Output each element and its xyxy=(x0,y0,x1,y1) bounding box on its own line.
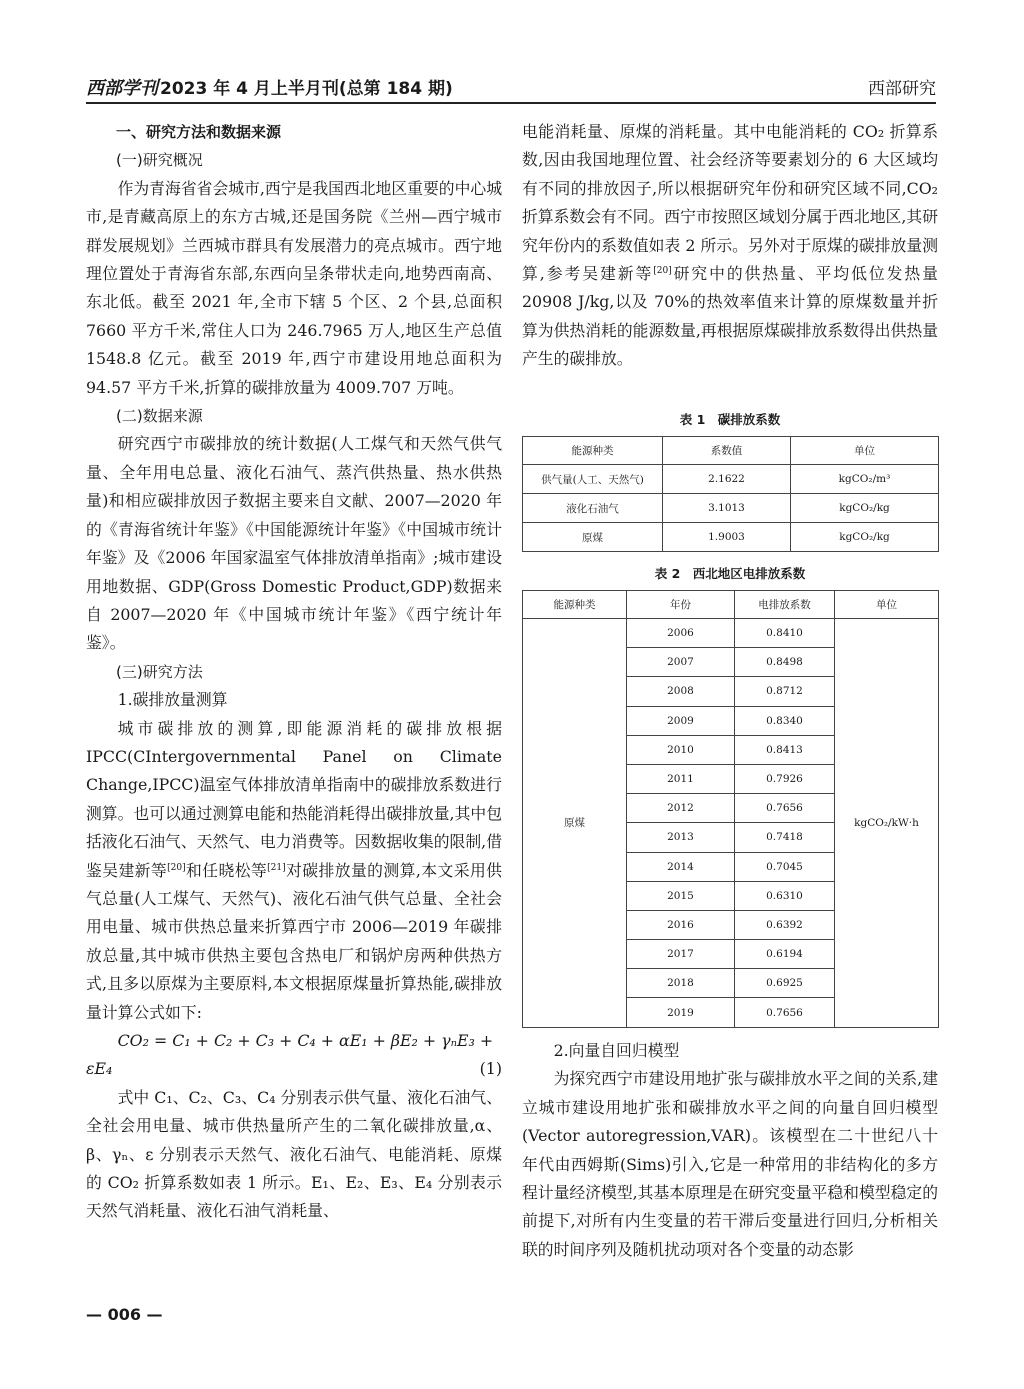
table2-header-cell: 单位 xyxy=(835,591,939,619)
table1-header-cell: 单位 xyxy=(791,437,939,465)
year-cell: 2011 xyxy=(627,764,735,793)
citation: [20] xyxy=(653,266,672,277)
paragraph xyxy=(86,715,502,1027)
coefficient-cell: 0.8410 xyxy=(735,619,835,648)
table-cell: kgCO₂/kg xyxy=(791,523,939,552)
table-cell: 供气量(人工、天然气) xyxy=(523,465,663,494)
paragraph: 作为青海省省会城市,西宁是我国西北地区重要的中心城市,是青藏高原上的东方古城,还是国务院《兰州—西宁城市群发展规划》兰西城市群具有发展潜力的亮点城市。西宁地理位置处于青海省东部,东西向呈条带状走向,地势西南高、东北低。截至 2021 年,全市下辖 5 个区、2 个县,总面积 7660 平方千米,常住人口为 246.7965 万人,地区生产总值 1548.8 亿元。截至 2019 年,西宁市建设用地总面积为 94.57 平方千米,折算的碳排放量为 4009.707 万吨。 xyxy=(86,178,502,397)
year-cell: 2013 xyxy=(627,823,735,852)
table-row xyxy=(523,523,939,552)
table1 xyxy=(522,436,939,552)
table-cell: kgCO₂/kg xyxy=(791,494,939,523)
coefficient-cell: 0.6194 xyxy=(735,940,835,969)
table-cell: kgCO₂/m³ xyxy=(791,465,939,494)
paragraph-text: 城市碳排放的测算,即能源消耗的碳排放根据 IPCC(CIntergovernmental Panel on Climate Change,IPCC)温室气体排放清单指南中的碳排放系数进行测算。也可以通过测算电能和热能消耗得出碳排放量,其中包括液化石油气、天然气、电力消费等。因数据收集的限制,借鉴吴建新等 xyxy=(86,718,502,880)
paragraph-text: 研究中的供热量、平均低位发热量 20908 J/kg,以及 70%的热效率值来计算的原煤数量并折算为供热消耗的能源数量,再根据原煤碳排放系数得出供热量产生的碳排放。 xyxy=(522,264,938,369)
table-row xyxy=(523,465,939,494)
year-cell: 2007 xyxy=(627,648,735,677)
coefficient-cell: 0.7656 xyxy=(735,794,835,823)
table2-title: 表 2 西北地区电排放系数 xyxy=(654,566,806,581)
subsection-heading: (一)研究概况 xyxy=(116,151,203,170)
year-cell: 2012 xyxy=(627,794,735,823)
coefficient-cell: 0.6925 xyxy=(735,969,835,998)
item-heading: 1.碳排放量测算 xyxy=(117,690,228,710)
table1-header-cell: 能源种类 xyxy=(523,437,663,465)
table-cell: 原煤 xyxy=(523,523,663,552)
left-column xyxy=(86,118,502,1226)
item-heading: 2.向量自回归模型 xyxy=(553,1041,680,1060)
paragraph: 为探究西宁市建设用地扩张与碳排放水平之间的关系,建立城市建设用地扩张和碳排放水平之间的向量自回归模型(Vector autoregression,VAR)。该模型在二十世纪八十年代由西姆斯(Sims)引入,它是一种常用的非结构化的多方程计量经济模型,其基本原理是在研究变量平稳和模型稳定的前提下,对所有内生变量的若干滞后变量进行回归,分析相关联的时间序列及随机扰动项对各个变量的动态影 xyxy=(522,1069,938,1259)
year-cell: 2017 xyxy=(627,940,735,969)
right-column-lower xyxy=(522,1037,938,1264)
table1-header-cell: 系数值 xyxy=(663,437,791,465)
paragraph: 式中 C₁、C₂、C₃、C₄ 分别表示供气量、液化石油气、全社会用电量、城市供热量所产生的二氧化碳排放量,α、β、γₙ、ε 分别表示天然气、液化石油气、电能消耗、原煤的 CO₂ 折算系数如表 1 所示。E₁、E₂、E₃、E₄ 分别表示天然气消耗量、液化石油气消耗量、 xyxy=(86,1087,502,1221)
coefficient-cell: 0.7926 xyxy=(735,764,835,793)
coefficient-cell: 0.7045 xyxy=(735,852,835,881)
year-cell: 2006 xyxy=(627,619,735,648)
energy-type-cell: 原煤 xyxy=(523,619,627,1028)
coefficient-cell: 0.8498 xyxy=(735,648,835,677)
equation-number: (1) xyxy=(479,1059,502,1079)
page-number: — 006 — xyxy=(86,1305,163,1324)
table2 xyxy=(522,590,939,1028)
equation-line xyxy=(86,1027,502,1055)
table-cell: 2.1622 xyxy=(663,465,791,494)
subsection-heading: (二)数据来源 xyxy=(116,407,203,426)
year-cell: 2014 xyxy=(627,852,735,881)
section-heading: 一、研究方法和数据来源 xyxy=(116,123,282,141)
coefficient-cell: 0.8413 xyxy=(735,735,835,764)
coefficient-cell: 0.7418 xyxy=(735,823,835,852)
paragraph-text: 和任晓松等 xyxy=(185,860,268,880)
unit-cell: kgCO₂/kW·h xyxy=(835,619,939,1028)
year-cell: 2016 xyxy=(627,910,735,939)
table2-header-cell: 电排放系数 xyxy=(735,591,835,619)
running-header xyxy=(86,70,936,104)
table-row xyxy=(523,494,939,523)
year-cell: 2008 xyxy=(627,677,735,706)
journal-issue-text: 2023 年 4 月上半月刊(总第 184 期) xyxy=(160,79,453,99)
right-column xyxy=(522,118,938,374)
table2-header-cell: 能源种类 xyxy=(523,591,627,619)
equation-line xyxy=(86,1055,502,1083)
paragraph-text: 电能消耗量、原煤的消耗量。其中电能消耗的 CO₂ 折算系数,因由我国地理位置、社会经济等要素划分的 6 大区域均有不同的排放因子,所以根据研究年份和研究区域不同,CO₂ 折算系数会有不同。西宁市按照区域划分属于西北地区,其研究年份内的系数值如表 2 所示。另外对于原煤的碳排放量测算,参考吴建新等 xyxy=(522,122,938,284)
table-row xyxy=(523,619,939,648)
paragraph xyxy=(522,118,938,374)
table2-header-cell: 年份 xyxy=(627,591,735,619)
year-cell: 2019 xyxy=(627,998,735,1027)
equation-text: εE₄ xyxy=(86,1059,113,1079)
citation: [20] xyxy=(167,862,186,873)
citation: [21] xyxy=(267,862,286,873)
paragraph: 研究西宁市碳排放的统计数据(人工煤气和天然气供气量、全年用电总量、液化石油气、蒸汽供热量、热水供热量)和相应碳排放因子数据主要来自文献、2007—2020 年的《青海省统计年鉴》《中国能源统计年鉴》《中国城市统计年鉴》及《2006 年国家温室气体排放清单指南》;城市建设用地数据、GDP(Gross Domestic Product,GDP)数据来自 2007—2020 年《中国城市统计年鉴》《西宁统计年鉴》。 xyxy=(86,434,502,653)
paragraph-text: 对碳排放量的测算,本文采用供气总量(人工煤气、天然气)、液化石油气供气总量、全社会用电量、城市供热总量来折算西宁市 2006—2019 年碳排放总量,其中城市供热主要包含热电厂和锅炉房两种供热方式,且多以原煤为主要原料,本文根据原煤量折算热能,碳排放量计算公式如下: xyxy=(86,860,502,1022)
journal-issue xyxy=(86,74,453,100)
journal-logo: 西部学刊 xyxy=(86,78,158,99)
year-cell: 2015 xyxy=(627,881,735,910)
coefficient-cell: 0.8712 xyxy=(735,677,835,706)
year-cell: 2018 xyxy=(627,969,735,998)
coefficient-cell: 0.7656 xyxy=(735,998,835,1027)
equation-text: CO₂ = C₁ + C₂ + C₃ + C₄ + αE₁ + βE₂ + γₙE₃ + xyxy=(117,1031,494,1050)
table1-header-row xyxy=(523,437,939,465)
section-name: 西部研究 xyxy=(868,79,936,99)
year-cell: 2009 xyxy=(627,706,735,735)
table1-title: 表 1 碳排放系数 xyxy=(679,412,781,427)
year-cell: 2010 xyxy=(627,735,735,764)
coefficient-cell: 0.6392 xyxy=(735,910,835,939)
table-cell: 3.1013 xyxy=(663,494,791,523)
table-cell: 液化石油气 xyxy=(523,494,663,523)
coefficient-cell: 0.8340 xyxy=(735,706,835,735)
table2-header-row xyxy=(523,591,939,619)
table-cell: 1.9003 xyxy=(663,523,791,552)
subsection-heading: (三)研究方法 xyxy=(116,662,203,681)
coefficient-cell: 0.6310 xyxy=(735,881,835,910)
